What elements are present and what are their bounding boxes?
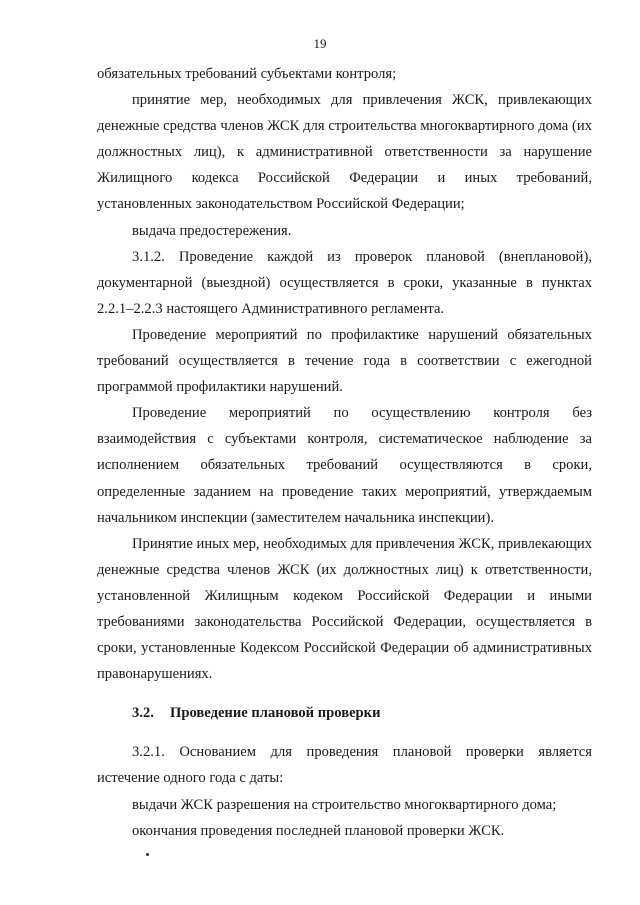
paragraph: 3.2.1. Основанием для проведения плановой проверки является истечение одного года с даты:	[97, 744, 592, 787]
paragraph: Проведение мероприятий по профилактике нарушений обязательных требований осуществляется в течение года в соответствии с ежегодной программой профилактики нарушений.	[97, 326, 592, 396]
section-title: Проведение плановой проверки	[170, 705, 381, 722]
paragraph: Проведение мероприятий по осуществлению контроля без взаимодействия с субъектами контроля, систематическое наблюдение за исполнением обязательных требований осуществляются в сроки, определенные заданием на проведение таких мероприятий, утверждаемым начальником инспекции (заместителем начальника инспекции).	[97, 405, 592, 526]
list-item: выдачи ЖСК разрешения на строительство многоквартирного дома;	[132, 796, 557, 813]
paragraph: 3.1.2. Проведение каждой из проверок плановой (внеплановой), документарной (выездной) осуществляется в сроки, указанные в пунктах 2.2.1–2.2.3 настоящего Административного регламента.	[97, 248, 592, 317]
paragraph: принятие мер, необходимых для привлечения ЖСК, привлекающих денежные средства членов ЖСК для строительства многоквартирного дома (их должностных лиц), к административной ответственности за нарушение Жилищного кодекса Российской Федерации и иных требований, установленных законодательством Российской Федерации;	[97, 92, 592, 213]
section-number: 3.2.	[132, 705, 154, 722]
page-number: 19	[313, 36, 327, 51]
scan-artifact-dot	[146, 853, 149, 856]
paragraph: Принятие иных мер, необходимых для привлечения ЖСК, привлекающих денежные средства членов ЖСК (их должностных лиц) к ответственности, установленной Жилищным кодеком Российской Федерации и иными требованиями законодательства Российской Федерации, осуществляется в сроки, установленные Кодексом Российской Федерации об административных правонарушениях.	[97, 535, 592, 683]
list-item: окончания проведения последней плановой проверки ЖСК.	[132, 822, 505, 839]
section-heading	[97, 700, 592, 726]
paragraph: выдача предостережения.	[132, 222, 292, 239]
document-body	[97, 61, 592, 844]
paragraph: обязательных требований субъектами контроля;	[97, 66, 397, 82]
